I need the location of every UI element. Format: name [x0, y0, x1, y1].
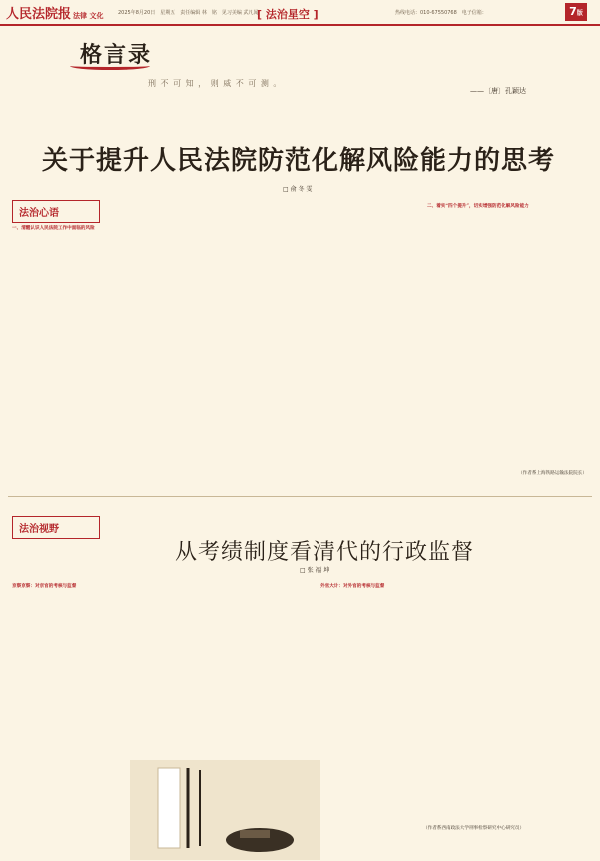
article2-subhead-1: 京察京察：对京官的考核与监督: [12, 584, 77, 589]
newspaper-logo: 人民法院报 法律 文化: [6, 7, 104, 22]
article2-col4: [320, 580, 415, 850]
article2-column-label: 法治视野: [12, 516, 100, 539]
article1-subhead: 一、清醒认识人民法院工作中面临的风险: [12, 226, 95, 231]
article2-author-note: （作者系西南政法大学刑事检察研究中心研究员）: [423, 826, 525, 831]
article2-col3: [218, 580, 313, 750]
article2-col1: [12, 580, 107, 850]
ink-brush-illustration-icon: [130, 760, 320, 860]
article1-col1: [12, 222, 112, 484]
article2-byline: □ 张 福 坤: [300, 567, 330, 574]
geyan-quote: 刑 不 可 知 ， 则 威 不 可 测 。: [148, 79, 283, 88]
page-number-badge: 7版: [565, 3, 587, 21]
article1-col4: [325, 200, 420, 484]
geyan-title: 格言录: [80, 42, 153, 68]
geyan-author: ——〔唐〕孔颖达: [470, 87, 526, 95]
article1-col2: [120, 200, 215, 484]
article1-col3: [222, 200, 317, 484]
section-divider: [8, 496, 592, 497]
article1-subhead-2: 二、着实“四个提升”，切实增强防范化解风险能力: [427, 204, 529, 209]
masthead: [0, 0, 600, 26]
article1-author-note: （作者系上海铁路运输法院院长）: [518, 471, 587, 477]
article1-byline: □ 俞 冬 雯: [283, 186, 313, 193]
article1-col5: [427, 200, 587, 484]
brush-swash-icon: [70, 62, 150, 70]
article1-column-label: 法治心语: [12, 200, 100, 223]
section-title: [ 法治星空 ]: [257, 8, 319, 21]
contact-info: 热线电话：010-67550768 电子信箱：: [395, 10, 487, 16]
article2-subhead-2: 外官大计：对外官的考核与监督: [320, 584, 385, 589]
article1-headline: 关于提升人民法院防范化解风险能力的思考: [42, 146, 556, 176]
article2-col5: [423, 580, 588, 850]
issue-meta: 2025年8月20日 星期五 责任编辑 林 铭 见习美编 武凡闻: [118, 10, 259, 16]
article2-headline: 从考绩制度看清代的行政监督: [175, 540, 475, 565]
